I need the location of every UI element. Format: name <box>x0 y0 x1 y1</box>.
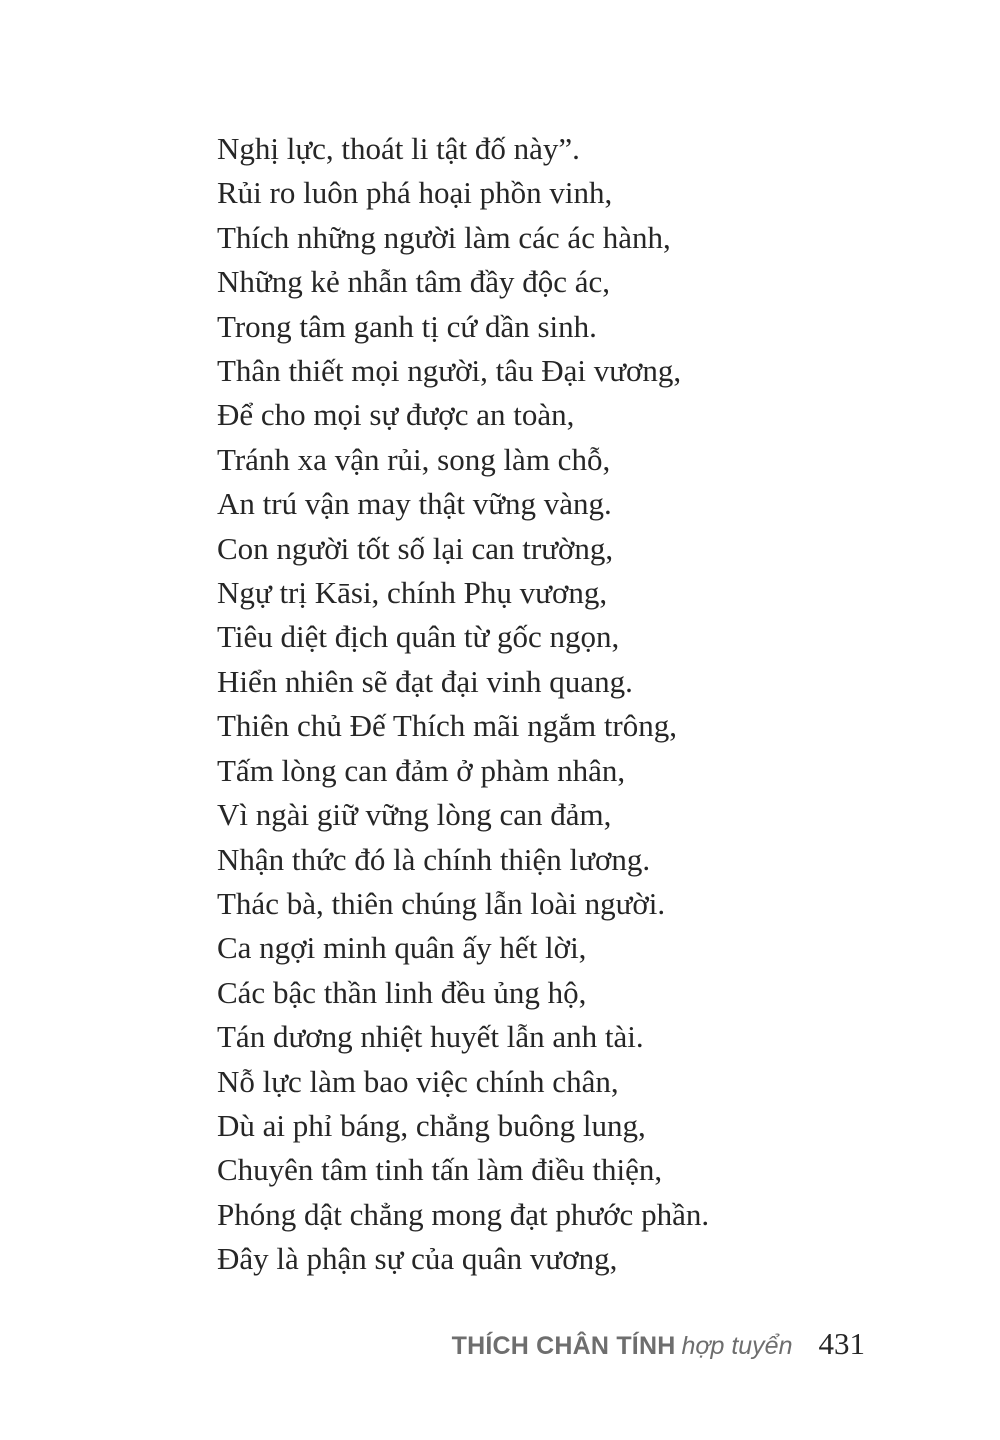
poem-line: Đây là phận sự của quân vương, <box>217 1241 618 1277</box>
poem-line: Tránh xa vận rủi, song làm chỗ, <box>217 441 611 477</box>
poem-line: Các bậc thần linh đều ủng hộ, <box>217 974 587 1010</box>
poem-line: Ca ngợi minh quân ấy hết lời, <box>217 930 587 966</box>
poem-line: Phóng dật chẳng mong đạt phước phần. <box>217 1196 710 1232</box>
poem-line: Tiêu diệt địch quân từ gốc ngọn, <box>217 619 620 655</box>
page-number: 431 <box>818 1326 865 1361</box>
footer-collection-title: hợp tuyển <box>681 1332 793 1360</box>
poem-line: Con người tốt số lại can trường, <box>217 530 614 566</box>
poem-line: Thân thiết mọi người, tâu Đại vương, <box>217 353 682 389</box>
poem-line: Thích những người làm các ác hành, <box>217 219 671 255</box>
poem-line: Nghị lực, thoát li tật đố này”. <box>217 131 580 166</box>
poem-line: Hiển nhiên sẽ đạt đại vinh quang. <box>217 663 633 699</box>
poem-line: Rủi ro luôn phá hoại phồn vinh, <box>217 175 613 211</box>
poem-line: Tán dương nhiệt huyết lẫn anh tài. <box>217 1019 644 1055</box>
poem-line: Vì ngài giữ vững lòng can đảm, <box>217 797 612 833</box>
poem-line: Dù ai phỉ báng, chẳng buông lung, <box>217 1107 646 1143</box>
poem-line: Nỗ lực làm bao việc chính chân, <box>217 1063 619 1099</box>
poem-line: Ngự trị Kāsi, chính Phụ vương, <box>217 575 608 611</box>
poem-line: Chuyên tâm tinh tấn làm điều thiện, <box>217 1152 663 1188</box>
poem-line: Thiên chủ Đế Thích mãi ngắm trông, <box>217 708 678 744</box>
poem-line: An trú vận may thật vững vàng. <box>217 486 612 522</box>
poem-line: Trong tâm ganh tị cứ dần sinh. <box>217 308 597 344</box>
poem-line: Thác bà, thiên chúng lẫn loài người. <box>217 885 666 921</box>
page-footer <box>452 1326 865 1362</box>
poem-line: Nhận thức đó là chính thiện lương. <box>217 841 651 877</box>
poem-line: Những kẻ nhẫn tâm đầy độc ác, <box>217 264 610 300</box>
footer-author: THÍCH CHÂN TÍNH <box>451 1332 676 1360</box>
poem-verses <box>217 127 709 1282</box>
poem-line: Tấm lòng can đảm ở phàm nhân, <box>217 752 626 788</box>
poem-line: Để cho mọi sự được an toàn, <box>217 397 575 433</box>
